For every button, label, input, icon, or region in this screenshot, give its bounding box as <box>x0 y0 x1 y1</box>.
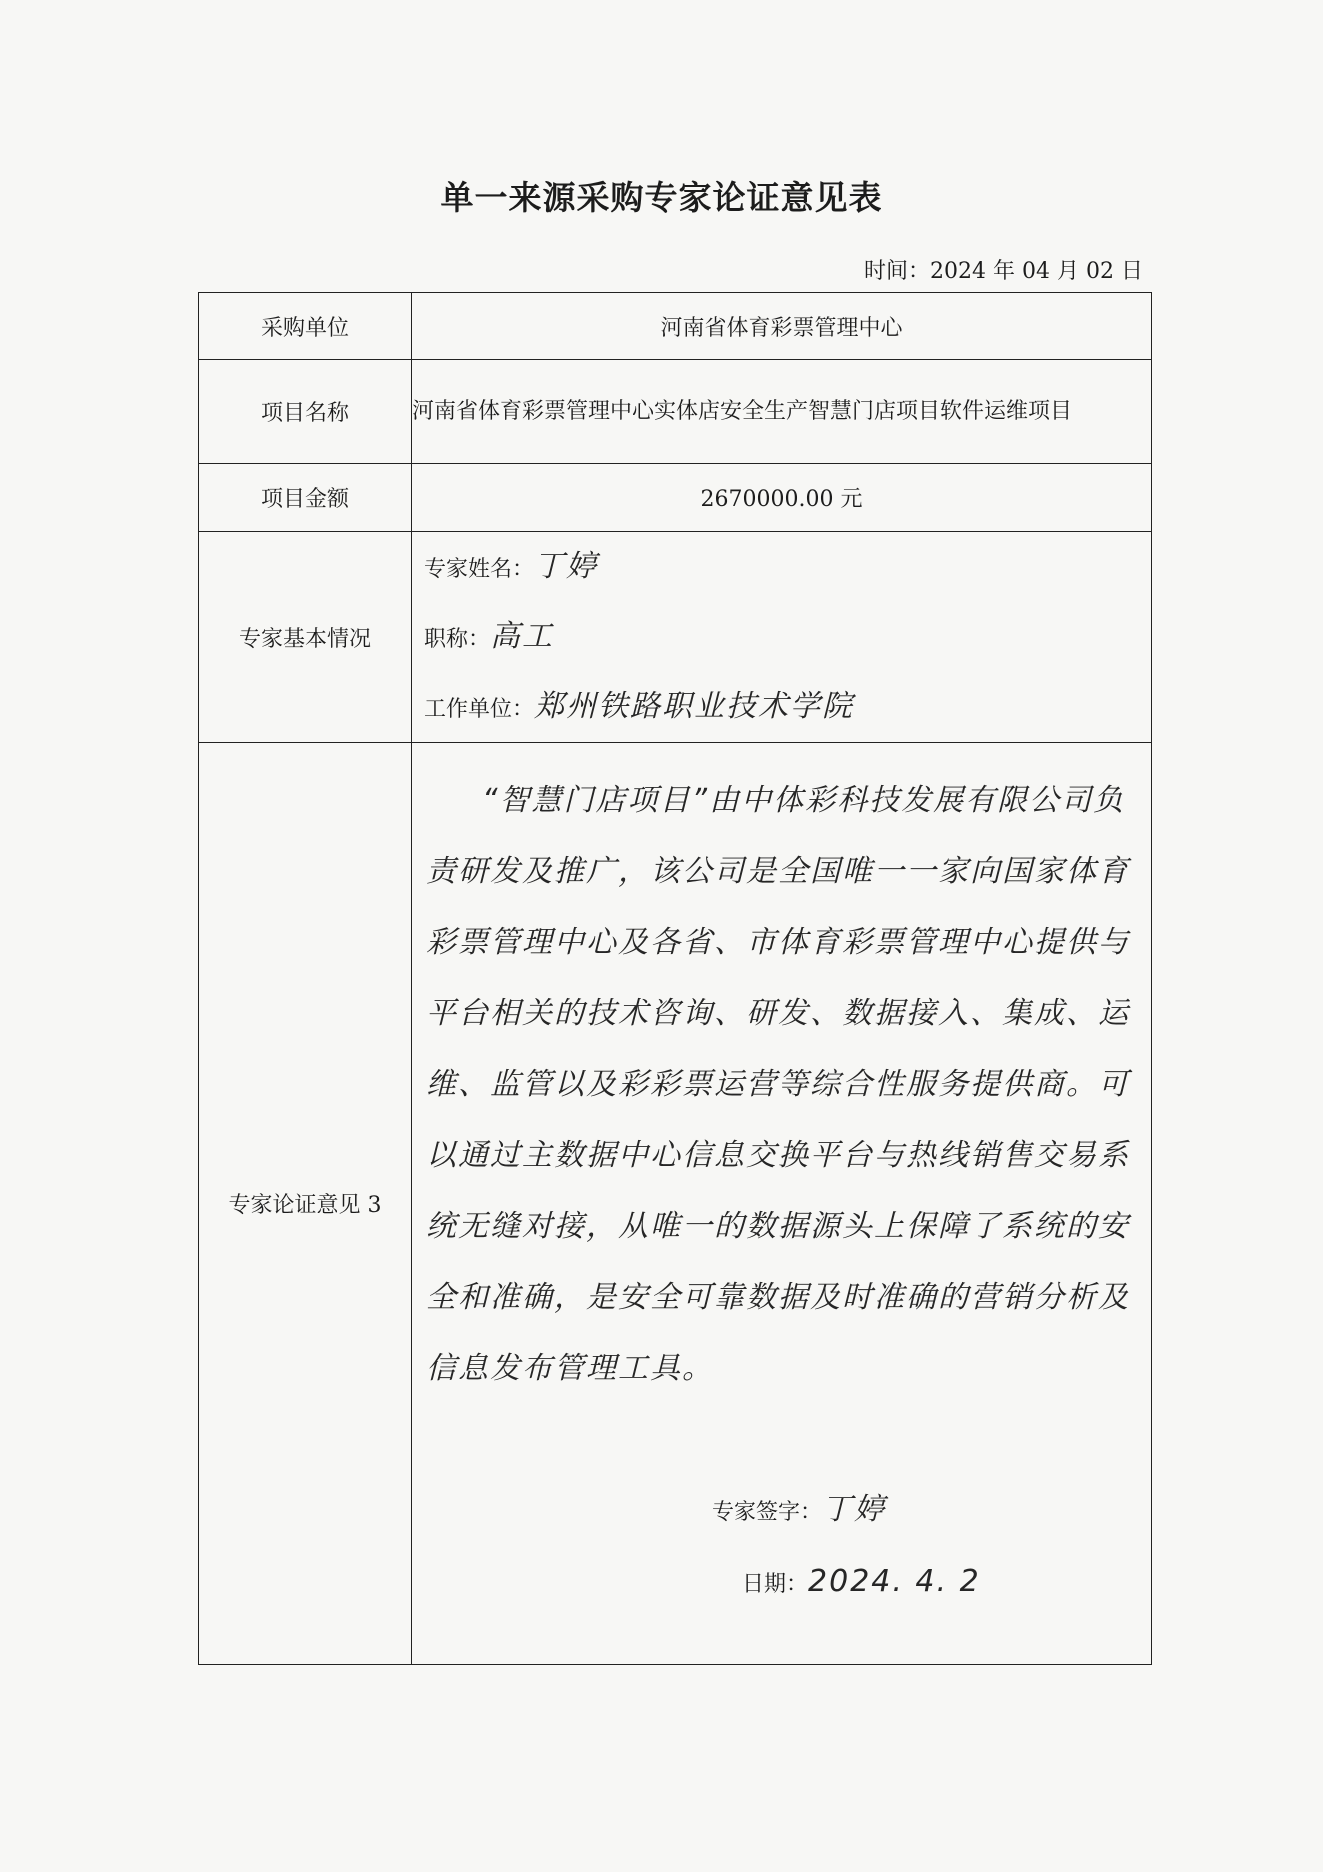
expert-title-line <box>412 602 1151 672</box>
date-label: 时间： <box>864 259 931 284</box>
expert-info-label: 专家基本情况 <box>199 532 412 743</box>
signature-label: 专家签字： <box>712 1500 823 1525</box>
row-project-name <box>199 360 1152 464</box>
row-expert-info <box>199 532 1152 743</box>
signature-line <box>712 1484 886 1528</box>
expert-name-line <box>412 532 1151 602</box>
opinion-cell <box>412 743 1152 1665</box>
document-date <box>864 254 1143 285</box>
project-amount-value: 2670000.00 元 <box>412 464 1152 532</box>
expert-org-handwriting: 郑州铁路职业技术学院 <box>534 689 855 724</box>
expert-title-handwriting: 高工 <box>490 619 555 654</box>
expert-org-line <box>412 672 1151 742</box>
signature-handwriting: 丁婷 <box>822 1492 887 1527</box>
sign-date-line <box>742 1564 981 1599</box>
opinion-label: 专家论证意见 3 <box>199 743 412 1665</box>
row-expert-opinion <box>199 743 1152 1665</box>
procurement-unit-label: 采购单位 <box>199 293 412 360</box>
row-procurement-unit <box>199 293 1152 360</box>
expert-org-label: 工作单位： <box>424 697 535 722</box>
project-name-label: 项目名称 <box>199 360 412 464</box>
project-name-value: 河南省体育彩票管理中心实体店安全生产智慧门店项目软件运维项目 <box>412 360 1152 464</box>
expert-name-label: 专家姓名： <box>424 557 535 582</box>
sign-date-handwriting: 2024. 4. 2 <box>808 1564 981 1599</box>
date-value: 2024 年 04 月 02 日 <box>930 259 1143 284</box>
expert-info-cell <box>412 532 1152 743</box>
opinion-form-table <box>198 292 1152 1665</box>
row-project-amount <box>199 464 1152 532</box>
procurement-unit-value: 河南省体育彩票管理中心 <box>412 293 1152 360</box>
signature-block <box>412 1404 1151 1664</box>
opinion-handwriting: “智慧门店项目”由中体彩科技发展有限公司负责研发及推广，该公司是全国唯一一家向国家体育彩票管理中心及各省、市体育彩票管理中心提供与平台相关的技术咨询、研发、数据接入、集成、运维、监管以及彩彩票运营等综合性服务提供商。可以通过主数据中心信息交换平台与热线销售交易系统无缝对接，从唯一的数据源头上保障了系统的安全和准确，是安全可靠数据及时准确的营销分析及信息发布管理工具。 <box>426 783 1130 1386</box>
document-title: 单一来源采购专家论证意见表 <box>440 178 883 217</box>
expert-title-label: 职称： <box>424 627 491 652</box>
project-amount-label: 项目金额 <box>199 464 412 532</box>
sign-date-label: 日期： <box>742 1572 809 1597</box>
expert-name-handwriting: 丁婷 <box>534 549 599 584</box>
